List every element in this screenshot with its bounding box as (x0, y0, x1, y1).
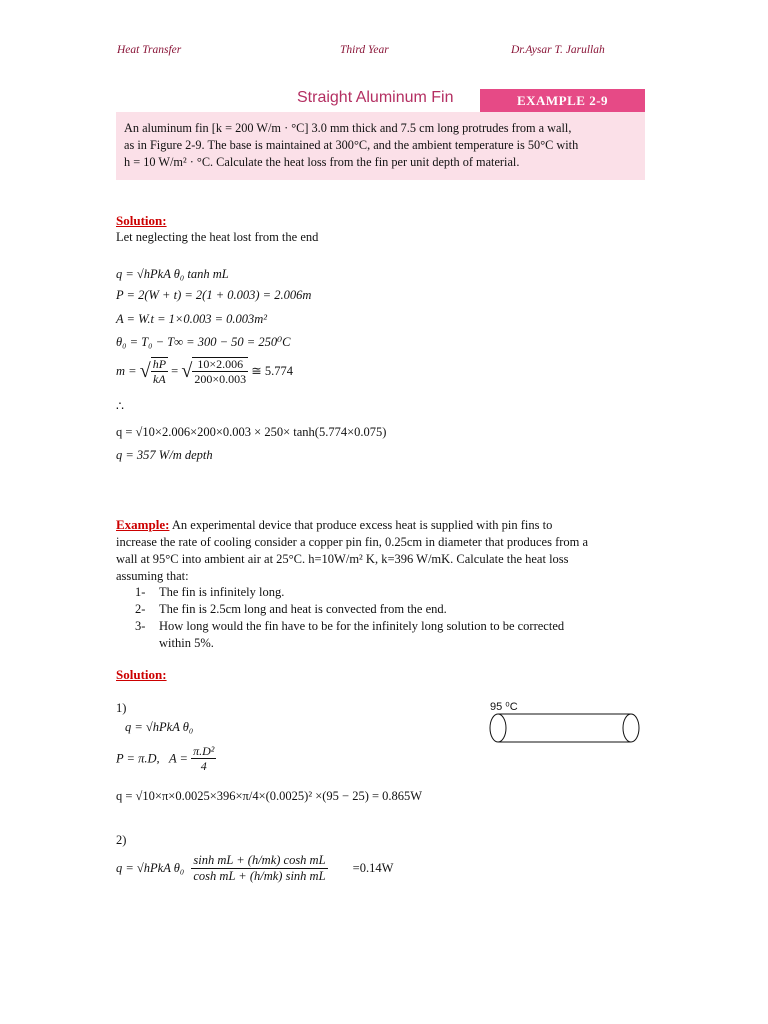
list-item-text: How long would the fin have to be for the infinitely long solution to be corrected (159, 619, 565, 633)
example-title: Straight Aluminum Fin (297, 89, 454, 106)
list-item-number: 2- (135, 602, 146, 616)
fraction-numerator: π.D² (193, 744, 215, 758)
list-item (135, 584, 655, 601)
equation-m-lhs: m = (116, 363, 137, 378)
fraction-values (192, 357, 248, 385)
therefore-symbol: ∴ (116, 399, 124, 413)
example-2-line: wall at 95°C into ambient air at 25°C. h=10W/m² K, k=396 W/mK. Calculate the heat loss (116, 552, 569, 566)
example-title-area (116, 84, 482, 112)
header-author: Dr.Aysar T. Jarullah (511, 44, 605, 56)
equation-perimeter: P = 2(W + t) = 2(1 + 0.003) = 2.006m (116, 288, 312, 302)
equation-q-substituted: q = √10×2.006×200×0.003 × 250× tanh(5.774×0.075) (116, 425, 387, 439)
example-2-label: Example: (116, 517, 170, 532)
list-item-number: 3- (135, 619, 146, 633)
fraction-numerator: hP (152, 357, 167, 371)
fraction-area (191, 745, 216, 772)
solution-2-heading: Solution: (116, 667, 167, 682)
fraction-denominator: kA (153, 372, 166, 386)
solution-heading: Solution: (116, 213, 167, 228)
header-course: Heat Transfer (117, 44, 182, 56)
equation-area: A = W.t = 1×0.003 = 0.003m² (116, 312, 268, 326)
list-item (135, 601, 655, 618)
equation-a-lhs: A = (169, 751, 188, 766)
equation-q-infinite: q = √hPkA θ₀ (125, 720, 194, 734)
example-text-area (116, 112, 645, 180)
example-2-line: assuming that: (116, 569, 189, 583)
example-badge-label: EXAMPLE 2-9 (516, 93, 609, 108)
fraction-denominator: cosh mL + (h/mk) sinh mL (193, 868, 326, 883)
equation-m: m = √ $\frac{hP}{kA}$ = √ $\frac{10\times 2.006}{200\times 0.003}$ ≅ 5.774 (116, 357, 293, 386)
fraction-denominator: 200×0.003 (194, 372, 247, 386)
list-item (135, 618, 655, 635)
example-box (116, 84, 645, 180)
fraction-hp-ka (151, 357, 168, 385)
header-year: Third Year (340, 44, 389, 56)
equation-q-result-2: =0.14W (352, 860, 394, 875)
example-text-line: as in Figure 2-9. The base is maintained at 300°C, and the ambient temperature is 50°C with (124, 138, 579, 152)
example-2-line: increase the rate of cooling consider a copper pin fin, 0.25cm in diameter that produces from a (116, 535, 589, 549)
pin-fin-cylinder-figure (488, 710, 648, 746)
figure-temperature-label: 95 ⁰C (490, 701, 518, 713)
list-item-text: The fin is infinitely long. (159, 585, 285, 599)
example-text-line: h = 10 W/m² · °C. Calculate the heat loss from the fin per unit depth of material. (124, 155, 520, 169)
equation-p-a (116, 745, 216, 781)
example-2-text (116, 516, 651, 585)
list-item-text: The fin is 2.5cm long and heat is convected from the end. (159, 602, 447, 616)
part-1-label: 1) (116, 701, 127, 715)
list-item-number: 1- (135, 585, 146, 599)
fraction-numerator: sinh mL + (h/mk) cosh mL (193, 853, 326, 867)
example-2-line: An experimental device that produce excess heat is supplied with pin fins to (171, 518, 553, 532)
list-item-continuation: within 5%. (159, 636, 214, 650)
part-2-label: 2) (116, 833, 127, 847)
example-2-list (135, 584, 655, 652)
equation-theta: θ₀ = T₀ − T∞ = 300 − 50 = 250⁰C (116, 335, 291, 349)
example-text-line: An aluminum fin [k = 200 W/m · °C] 3.0 mm thick and 7.5 cm long protrudes from a wall, (124, 121, 572, 135)
equation-q-value: q = √10×π×0.0025×396×π/4×(0.0025)² ×(95 − 25) = 0.865W (116, 789, 423, 803)
fraction-denominator: 4 (200, 759, 207, 773)
solution-intro: Let neglecting the heat lost from the end (116, 230, 319, 244)
equation-q-convective-tip (116, 854, 393, 894)
equation-p: P = π.D, (116, 751, 160, 766)
equation-q-lhs: q = √hPkA θ₀ (116, 860, 185, 875)
equation-q-result: q = 357 W/m depth (116, 448, 213, 462)
fraction-hyperbolic (191, 854, 327, 882)
example-badge (480, 89, 645, 112)
example-text (124, 120, 578, 171)
equation-m-result: ≅ 5.774 (251, 363, 293, 378)
fraction-numerator: 10×2.006 (192, 358, 248, 372)
equation-q-tanh: q = √hPkA θ₀ tanh mL (116, 267, 229, 281)
